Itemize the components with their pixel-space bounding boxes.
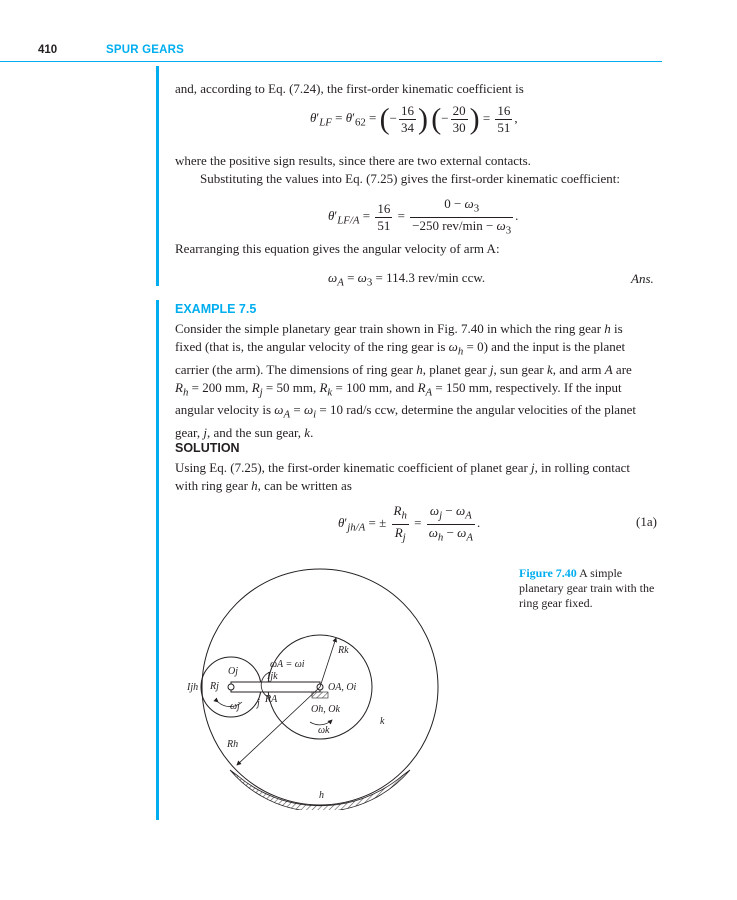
eq1a-frac1-num: $R_h$ bbox=[393, 503, 407, 522]
label-oa: OA, Oi bbox=[328, 682, 357, 693]
example-line-6: gear, j, and the sun gear, k. bbox=[175, 424, 314, 440]
eq2-frac1-num: 16 bbox=[377, 200, 391, 216]
sun-ground bbox=[312, 692, 328, 698]
label-oj: Oj bbox=[228, 666, 238, 677]
planetary-gear-figure bbox=[170, 550, 470, 810]
intro-text: and, according to Eq. (7.24), the first-order kinematic coefficient is bbox=[175, 81, 524, 96]
eq1a-frac2-num: $\omega_j - \omega_A$ bbox=[429, 503, 472, 522]
intro-text-4: Rearranging this equation gives the angular velocity of arm A: bbox=[175, 241, 500, 256]
label-rh: Rh bbox=[227, 739, 239, 750]
eq1-lhs: $\theta'_{LF} = \theta'_{62}$ = bbox=[310, 110, 377, 130]
example-line-5: angular velocity is $\omega_A = \omega_i = 10$ rad/s ccw, determine the angular velocities of the planet bbox=[175, 402, 636, 421]
margin-bar-bottom bbox=[156, 300, 159, 820]
radius-rh-line bbox=[237, 687, 320, 765]
solution-label: SOLUTION bbox=[175, 441, 240, 455]
figure-label: Figure 7.40 bbox=[519, 566, 577, 580]
equation-1: $\theta'_{LF} = \theta'_{62}$ = (− $\frac{16}{34}$ ) (− $\frac{20}{30}$ ) = $\frac{16}{51}$ , bbox=[310, 102, 518, 136]
eq2-frac1-den: 51 bbox=[377, 217, 391, 233]
planet-pivot bbox=[228, 684, 234, 690]
equation-3: $\omega_A = \omega_3 = 114.3$ rev/min ccw. bbox=[328, 270, 486, 289]
eq1a-lhs: $\theta'_{jh/A}$ = ± bbox=[338, 515, 387, 534]
eq1-frac2-num: 20 bbox=[452, 103, 466, 118]
figure-caption bbox=[519, 566, 669, 611]
arm-link bbox=[231, 682, 320, 692]
label-k: k bbox=[380, 716, 385, 727]
label-omega-k: ωk bbox=[318, 725, 330, 736]
eq1-result-den: 51 bbox=[497, 120, 511, 135]
eq1a-frac2-den: $\omega_h - \omega_A$ bbox=[428, 524, 473, 544]
solution-body bbox=[175, 459, 661, 495]
equation-2: $\theta'_{LF/A}$ = $\frac{16}{51}$ = $\frac{0 - \omega_3}{-250 rev/\min - \omega_3}$ . bbox=[328, 196, 519, 237]
eq1-frac1-num: 16 bbox=[400, 103, 414, 118]
figure-caption-text: A simple planetary gear train with the ring gear fixed. bbox=[519, 566, 655, 610]
equation-1a: $\theta'_{jh/A}$ = ± $\frac{R_h}{R_j}$ = $\frac{\omega_j - \omega_A}{\omega_h - \omega_A}$ . bbox=[338, 503, 481, 544]
eq1-result-num: 16 bbox=[497, 103, 511, 118]
example-body bbox=[175, 320, 661, 442]
solution-line-2: with ring gear h, can be written as bbox=[175, 478, 352, 493]
label-h: h bbox=[319, 790, 324, 801]
eq1a-frac1-den: $R_j$ bbox=[392, 524, 409, 546]
equation-number: (1a) bbox=[636, 514, 657, 529]
eq2-frac2-den: −250 $rev/\min - \omega_3$ bbox=[412, 217, 512, 237]
example-line-2: fixed (that is, the angular velocity of the ring gear is $\omega_h = 0$) and the input is the planet bbox=[175, 339, 626, 358]
example-line-1: Consider the simple planetary gear train shown in Fig. 7.40 in which the ring gear h is bbox=[175, 321, 623, 336]
example-line-3: carrier (the arm). The dimensions of ring gear h, planet gear j, sun gear k, and arm A are bbox=[175, 361, 632, 377]
chapter-title: SPUR GEARS bbox=[106, 44, 185, 56]
label-rk: Rk bbox=[338, 645, 349, 656]
page-number: 410 bbox=[38, 44, 58, 56]
label-rj: Rj bbox=[210, 681, 219, 692]
intro-text-2: where the positive sign results, since there are two external contacts. bbox=[175, 153, 531, 168]
radius-rk-line bbox=[320, 638, 336, 687]
eq2-frac2-num: $0 - \omega_3$ bbox=[444, 196, 480, 215]
label-ra: RA bbox=[265, 694, 278, 705]
example-label: EXAMPLE 7.5 bbox=[175, 302, 257, 316]
eq2-lhs: $\theta'_{LF/A}$ = bbox=[328, 208, 371, 227]
solution-line-1: Using Eq. (7.25), the first-order kinematic coefficient of planet gear j, in rolling contact bbox=[175, 460, 630, 475]
label-j: j bbox=[257, 698, 260, 709]
label-ijk: Ijk bbox=[267, 671, 278, 682]
intro-text-3: Substituting the values into Eq. (7.25) gives the first-order kinematic coefficient: bbox=[200, 171, 620, 186]
label-oh-ok: Oh, Ok bbox=[311, 704, 340, 715]
answer-tag: Ans. bbox=[631, 271, 654, 286]
label-omega-a: ωA = ωi bbox=[270, 659, 305, 670]
margin-bar-top bbox=[156, 66, 159, 286]
label-ijh: Ijh bbox=[187, 682, 199, 693]
label-omega-j: ωj bbox=[230, 701, 240, 712]
eq1-frac1-den: 34 bbox=[400, 120, 414, 135]
example-line-4: $R_h = 200$ mm, $R_j = 50$ mm, $R_k = 100$ mm, and $R_A = 150$ mm, respectively. If the input bbox=[175, 379, 622, 399]
header-rule bbox=[0, 61, 662, 62]
eq1-frac2-den: 30 bbox=[452, 120, 466, 135]
